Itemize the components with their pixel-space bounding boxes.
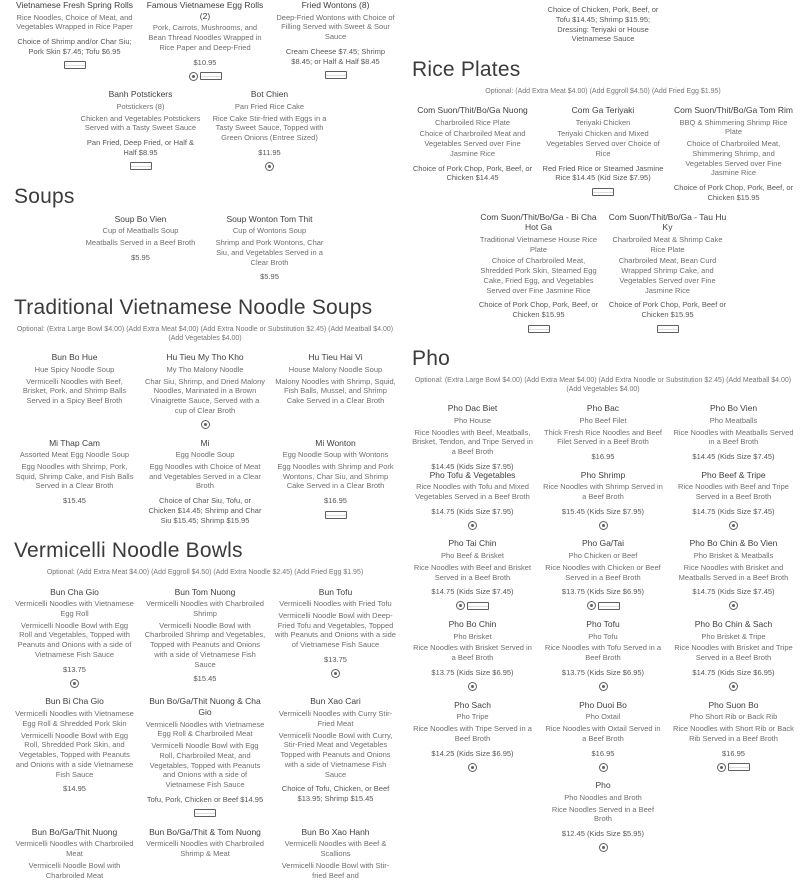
item-description: Meatballs Served in a Beef Broth [85,238,196,247]
item-subtitle: Pho Beef Filet [579,415,627,425]
menu-item-bun-bo-hue [14,352,135,428]
item-name: Bot Chien [250,89,289,100]
menu-row [412,538,794,610]
item-price: Choice of Chicken, Pork, Beef, or Tofu $14.45; Shrimp $15.95; Dressing: Teriyaki or House Vietnamese Sauce [547,5,659,44]
menu-item-hu-tieu-hai-vi [275,352,396,428]
item-badges [543,682,664,691]
menu-row [412,0,794,44]
item-name: Bun Bo/Ga/Thit & Tom Nuong [149,826,261,837]
item-price: $14.75 (Kids Size $7.45) [692,506,775,516]
item-price: $15.45 [193,674,217,684]
item-subtitle: Vermicelli Noodles with Vietnamese Egg Roll & Charbroiled Meat [145,719,265,739]
menu-item-soup-bo-vien [80,214,201,282]
item-name: Pho Sach [454,699,491,710]
dietary-badge-icon[interactable] [729,521,738,530]
dietary-badge-icon[interactable] [599,682,608,691]
menu-item-pho-tofu-vegetables [412,470,533,530]
section-optional-note: Optional: (Extra Large Bowl $4.00) (Add Extra Meat $4.00) (Add Extra Noodle or Substitution $2.45) (Add Meatball $4.00) (Add Vegetables $4.00) [16,326,394,343]
item-price: $13.75 [63,664,86,674]
item-subtitle: Teriyaki Chicken [575,117,631,127]
menu-note-icon[interactable] [325,71,347,79]
item-subtitle: Pho Noodles and Broth [564,792,642,802]
item-subtitle: Vermicelli Noodles with Vietnamese Egg Roll [15,599,134,618]
item-description: Deep-Fried Wontons with Choice of Filling Served with Sweet & Sour Sauce [276,12,395,42]
item-name: Pho Bac [586,403,620,414]
item-name: Com Ga Teriyaki [571,105,635,116]
menu-item-bun-bo-xao-hanh [275,827,396,880]
item-name: Com Suon/Thit/Bo/Ga Nuong [417,105,528,116]
item-name: Pho Bo Chin & Sach [694,619,773,630]
dietary-badge-icon[interactable] [201,420,210,429]
item-price: Cream Cheese $7.45; Shrimp $8.45; or Half & Half $8.45 [285,46,386,66]
item-badges [543,762,664,771]
dietary-badge-icon[interactable] [587,601,596,610]
item-price: Choice of Pork Chop, Pork, Beef, or Chicken $14.45 [412,163,533,183]
item-price: Red Fried Rice or Steamed Jasmine Rice $14.45 (Kid Size $7.95) [542,163,664,183]
item-description: Rice Noodles with Chicken or Beef Served in a Beef Broth [545,562,661,582]
dietary-badge-icon[interactable] [599,521,608,530]
item-subtitle: Egg Noodle Soup [175,450,235,460]
item-subtitle: Traditional Vietnamese House Rice Plate [479,234,598,254]
item-description: Rice Noodles with Tofu Served in a Beef Broth [544,643,662,663]
left-column [14,0,396,880]
menu-note-icon[interactable] [467,602,489,610]
dietary-badge-icon[interactable] [468,521,477,530]
menu-item-pho-beef-tripe [673,470,794,530]
item-price: Choice of Pork Chop, Pork, Beef, or Chicken $15.95 [478,300,599,320]
item-subtitle: Pho Short Rib or Back Rib [689,712,778,722]
item-description: Rice Noodles with Meatballs Served in a Beef Broth [673,427,794,447]
menu-row [412,780,794,852]
item-description: Rice Noodles with Tripe Served in a Beef Broth [413,724,532,743]
dietary-badge-icon[interactable] [717,763,726,772]
item-name: Fried Wontons (8) [301,0,370,10]
menu-item-pho-bo-vien [673,403,794,471]
item-name: Pho Suon Bo [708,699,759,710]
item-name: Pho Beef & Tripe [701,469,766,480]
menu-note-icon[interactable] [194,809,216,817]
menu-item-pho-shrimp [543,470,664,530]
item-badges [543,187,664,196]
item-subtitle: Vermicelli Noodles with Vietnamese Egg Roll & Shredded Pork Skin [15,709,134,728]
dietary-badge-icon[interactable] [599,763,608,772]
item-name: Pho Shrimp [580,469,626,480]
item-price: $16.95 [722,748,745,758]
item-badges [80,162,201,171]
item-name: Bun Bo/Ga/Thit Nuong & Cha Gio [149,696,261,718]
item-description: Vermicelli Noodle Bowl with Deep-Fried Tofu and Vegetables, Topped with Peanuts and Onions with a side of Vietnamese Fish Sauce [275,610,396,650]
item-name: Bun Xao Cari [310,696,361,707]
item-badges [275,669,396,678]
menu-item-untitled [543,0,664,44]
menu-row [412,212,794,333]
item-badges [673,682,794,691]
item-name: Vietnamese Fresh Spring Rolls [15,0,133,10]
item-description: Charbroiled Meat, Bean Curd Wrapped Shrimp Cake, and Vegetables Served over Fine Jasmine Rice [618,256,717,295]
item-price: $13.75 (Kids Size $6.95) [561,587,645,597]
menu-item-pho-bac [543,403,664,471]
item-description: Vermicelli Noodles with Beef, Brisket, Pork, and Shrimp Balls Served in a Spicy Beef Broth [22,376,127,406]
item-badges [412,762,533,771]
dietary-badge-icon[interactable] [189,72,198,81]
item-subtitle: House Malony Noodle Soup [288,364,383,374]
item-description: Chicken and Vegetables Potstickers Served with a Tasty Sweet Sauce [80,113,201,133]
item-subtitle: Vermicelli Noodles with Fried Tofu [279,599,392,609]
item-price: $10.95 [193,57,217,67]
item-description: Choice of Charbroiled Meat and Vegetables Served over Fine Jasmine Rice [419,129,526,158]
menu-row [14,438,396,526]
menu-note-icon[interactable] [728,763,750,771]
dietary-badge-icon[interactable] [70,679,79,688]
item-subtitle: Vermicelli Noodles with Charbroiled Shrimp & Meat [146,839,264,859]
item-price: $5.95 [131,252,150,262]
item-subtitle: Egg Noodle Soup with Wontons [282,450,389,460]
dietary-badge-icon[interactable] [599,843,608,852]
menu-note-icon[interactable] [598,602,620,610]
item-description: Rice Noodles with Brisket and Meatballs Served in a Beef Broth [678,562,789,582]
item-subtitle: Pho Brisket [453,631,492,641]
item-subtitle: Pan Fried Rice Cake [234,101,305,111]
dietary-badge-icon[interactable] [729,682,738,691]
item-badges [275,70,396,79]
item-price: $12.45 (Kids Size $5.95) [561,829,645,839]
menu-item-vietnamese-fresh-spring-rolls [14,0,135,80]
item-name: Bun Bo/Ga/Thit Nuong [31,826,118,837]
item-description: Vermicelli Noodle Bowl with Curry, Stir-Fried Meat and Vegetables Topped with Peanuts and Onions with a side of Vietnamese Fish Sauce [278,730,393,779]
item-description: Rice Noodles with Beef, Meatballs, Brisket, Tendon, and Tripe Served in a Beef Broth [412,427,533,457]
item-badges [412,601,533,610]
item-name: Com Suon/Thit/Bo/Ga - Tau Hu Ky [608,211,727,233]
item-description: Char Siu, Shrimp, and Dried Malony Noodles, Marinated in a Brown Vinaigrette Sauce, Served with a cup of Clear Broth [144,376,266,415]
menu-item-pho-tai-chin [412,538,533,610]
menu-row [412,470,794,530]
menu-row [14,352,396,428]
item-badges [478,324,599,333]
menu-item-bun-bo-ga-thit-nuong [14,827,135,880]
item-price: $14.75 (Kids Size $7.45) [692,587,775,597]
menu-item-fried-wontons-8 [275,0,396,80]
menu-row [14,89,396,170]
menu-item-com-suon-thit-bo-ga-bi-cha-hot-ga [478,212,599,333]
item-name: Famous Vietnamese Egg Rolls (2) [146,0,264,21]
item-name: Bun Tofu [318,586,353,597]
item-price: Pan Fried, Deep Fried, or Half & Half $8.95 [86,138,195,157]
menu-row [412,105,794,203]
item-subtitle: Pho House [453,415,492,425]
item-badges [14,678,135,687]
item-price: $13.75 (Kids Size $6.95) [431,667,514,677]
item-name: Pho Duoi Bo [579,699,627,710]
item-subtitle: Vermicelli Noodles with Charbroiled Shrimp [146,599,264,618]
item-price: $14.75 (Kids Size $7.95) [431,506,514,516]
menu-item-bun-bi-cha-gio [14,696,135,817]
menu-item-com-ga-teriyaki [543,105,664,203]
item-badges [14,61,135,70]
item-description: Rice Noodles with Brisket and Tripe Served in a Beef Broth [674,643,793,663]
menu-row [412,403,794,471]
item-name: Pho Tofu & Vegetables [429,469,516,480]
item-name: Pho Tai Chin [448,538,497,549]
item-price: $14.45 (Kids Size $7.45) [692,452,775,462]
menu-item-pho-bo-chin-sach [673,619,794,691]
menu-row [14,827,396,880]
item-name: Mi [200,437,210,448]
item-name: Hu Tieu Hai Vi [308,352,363,363]
item-name: Bun Bi Cha Gio [45,696,104,707]
item-description: Rice Noodles Served in a Beef Broth [551,804,655,824]
menu-note-icon[interactable] [325,511,347,519]
menu-item-bun-tofu [275,587,396,688]
menu-item-pho-duoi-bo [543,700,664,772]
item-subtitle: Pho Brisket & Meatballs [693,551,774,561]
item-description: Rice Noodles with Beef and Brisket Served in a Beef Broth [413,562,532,582]
item-description: Vermicelli Noodle Bowl with Egg Roll, Shredded Pork Skin, and Vegetables, Topped with Peanuts and Onions with a side Vietnamese Fish Sauce [15,730,134,779]
item-description: Egg Noodles with Shrimp and Pork Wontons, Char Siu, and Shrimp Cake Served in a Clear Broth [277,461,394,491]
item-price: $14.25 (Kids Size $6.95) [431,748,514,758]
item-badges [673,601,794,610]
menu-item-com-suon-thit-bo-ga-tau-hu-ky [607,212,728,333]
menu-item-pho-bo-chin [412,619,533,691]
item-badges [145,809,266,818]
item-price: $14.45 (Kids Size $7.95) [431,461,514,471]
menu-item-famous-vietnamese-egg-rolls-2 [145,0,266,80]
item-description: Malony Noodles with Shrimp, Squid, Fish Balls, Mussel, and Shrimp Cake Served in a Clear Broth [275,376,396,406]
item-name: Com Suon/Thit/Bo/Ga - Bi Cha Hot Ga [480,211,597,233]
item-subtitle: Cup of Wontons Soup [232,226,307,236]
item-price: $11.95 [258,147,281,157]
item-name: Mi Thap Cam [49,437,100,448]
item-description: Rice Cake Stir-fried with Eggs in a Tasty Sweet Sauce, Topped with Green Onions (Entree Sized) [212,113,327,143]
menu-item-bot-chien [209,89,330,170]
item-subtitle: Assorted Meat Egg Noodle Soup [19,450,130,460]
item-description: Rice Noodles with Beef and Tripe Served in a Beef Broth [678,482,789,501]
item-subtitle: Pho Beef & Brisket [441,551,504,561]
item-description: Vermicelli Noodle Bowl with Egg Roll, Charbroiled Meat, and Vegetables, Topped with Peanuts and Onions with a side of Vietnamese Fish Sauce [149,741,261,790]
item-name: Soup Bo Vien [114,213,167,224]
menu-row [14,214,396,282]
menu-item-bun-cha-gio [14,587,135,688]
item-subtitle: Pho Tofu [588,631,618,641]
menu-item-bun-xao-cari [275,696,396,817]
item-badges [543,601,664,610]
item-description: Vermicelli Noodle Bowl with Egg Roll and Vegetables, Topped with Peanuts and Onions with a side of Vietnamese Fish Sauce [17,620,132,659]
menu-item-pho-ga-tai [543,538,664,610]
menu-item-bun-bo-ga-thit-nuong-cha-gio [145,696,266,817]
menu-item-pho-tofu [543,619,664,691]
menu-item-soup-wonton-tom-thit [209,214,330,282]
menu-row [14,696,396,817]
item-price: $13.75 [324,654,347,664]
item-price: Choice of Shrimp and/or Char Siu; Pork Skin $7.45; Tofu $6.95 [17,37,132,56]
section-untitled [412,0,794,44]
item-price: $15.45 [63,496,86,506]
item-subtitle: Vermicelli Noodles with Charbroiled Meat [15,839,134,859]
section-traditional-vietnamese-noodle-soups [14,296,396,525]
menu-item-mi-thap-cam [14,438,135,526]
item-description: Vermicelli Noodle Bowl with Charbroiled Shrimp and Vegetables, Topped with Peanuts and Onions with a side of Vietnamese Fish Sauce [144,620,266,669]
item-badges [145,420,266,429]
item-price: Choice of Pork Chop, Pork, Beef, or Chicken $15.95 [673,183,794,202]
menu-row [412,619,794,691]
item-description: Choice of Charbroiled Meat, Shredded Pork Skin, Steamed Egg Cake, Fried Egg, and Vegetables Served over Fine Jasmine Rice [480,256,597,295]
item-description: Rice Noodles with Shrimp Served in a Beef Broth [543,482,663,501]
item-price: $5.95 [260,272,279,282]
section-pho [412,347,794,852]
item-name: Pho Bo Vien [709,403,758,414]
menu-item-pho [543,780,664,852]
section-title-soups: Soups [14,184,75,208]
dietary-badge-icon[interactable] [468,682,477,691]
item-name: Bun Bo Xao Hanh [301,826,370,837]
item-name: Com Suon/Thit/Bo/Ga Tom Rim [674,105,793,116]
menu-note-icon[interactable] [528,325,550,333]
item-subtitle: BBQ & Shimmering Shrimp Rice Plate [679,117,788,137]
item-price: Choice of Tofu, Chicken, or Beef $13.95; Shrimp $15.45 [281,784,390,804]
item-description: Vermicelli Noodle Bowl with Charbroiled Meat [28,860,121,880]
menu-item-pho-bo-chin-bo-vien [673,538,794,610]
dietary-badge-icon[interactable] [456,601,465,610]
item-subtitle: Vermicelli Noodles with Curry Stir-Fried Meat [278,709,393,728]
dietary-badge-icon[interactable] [468,763,477,772]
menu-item-hu-tieu-my-tho-kho [145,352,266,428]
item-price: Tofu, Pork, Chicken or Beef $14.95 [146,794,264,804]
menu-item-bun-bo-ga-thit-tom-nuong [145,827,266,880]
item-name: Hu Tieu My Tho Kho [166,352,244,363]
section-optional-note: Optional: (Add Extra Meat $4.00) (Add Eggroll $4.50) (Add Extra Noodle $2.45) (Add Fried Egg $1.95) [46,569,364,577]
menu-item-com-suon-thit-bo-ga-tom-rim [673,105,794,203]
menu-item-com-suon-thit-bo-ga-nuong [412,105,533,203]
dietary-badge-icon[interactable] [729,601,738,610]
menu-row [14,587,396,688]
item-price: $16.95 [591,748,615,758]
item-description: Choice of Charbroiled Meat, Shimmering Shrimp, and Vegetables Served over Fine Jasmine Rice [685,139,782,178]
item-price: $16.95 [324,496,347,506]
item-badges [412,682,533,691]
menu-note-icon[interactable] [130,162,152,170]
section-rice-plates [412,58,794,333]
menu-item-mi-wonton [275,438,396,526]
section-title-rice-plates: Rice Plates [412,58,521,81]
section-optional-note: Optional: (Add Extra Meat $4.00) (Add Eggroll $4.50) (Add Fried Egg $1.95) [485,88,721,95]
item-name: Pho Ga/Tai [581,538,625,549]
menu-item-pho-suon-bo [673,700,794,772]
menu-row [14,0,396,80]
item-description: Pork, Carrots, Mushrooms, and Bean Thread Noodles Wrapped in Rice Paper and Deep-Fried [148,23,262,52]
menu-note-icon[interactable] [200,72,222,80]
item-subtitle: Pho Oxtail [585,712,621,722]
section-title-traditional-vietnamese-noodle-soups: Traditional Vietnamese Noodle Soups [14,296,373,319]
item-badges [673,520,794,529]
item-price: $16.95 [591,452,615,462]
item-name: Banh Potstickers [108,89,173,100]
item-subtitle: Pho Tripe [456,712,489,722]
menu-note-icon[interactable] [657,325,679,333]
section-title-pho: Pho [412,346,450,370]
menu-note-icon[interactable] [592,188,614,196]
item-description: Vermicelli Noodle Bowl with Stir-fried Beef and [281,860,390,880]
item-description: Rice Noodles with Brisket Served in a Beef Broth [413,643,532,663]
item-name: Bun Bo Hue [51,352,98,363]
item-badges [607,324,728,333]
menu-item-mi [145,438,266,526]
item-description: Shrimp and Pork Wontons, Char Siu, and Vegetables Served in a Clear Broth [215,238,324,267]
section-soups [14,185,396,282]
menu-item-pho-dac-biet [412,403,533,471]
section-untitled [14,0,396,171]
item-name: Pho Bo Chin [448,619,497,630]
item-badges [145,71,266,80]
item-subtitle: Charbroiled Meat & Shrimp Cake Rice Plate [612,234,723,254]
item-badges [543,520,664,529]
item-description: Rice Noodles with Oxtail Served in a Beef Broth [545,724,661,743]
menu-item-banh-potstickers [80,89,201,170]
menu-row [412,700,794,772]
item-price: $13.75 (Kids Size $6.95) [561,667,645,677]
item-name: Soup Wonton Tom Thit [226,213,313,224]
item-name: Pho Dac Biet [447,403,498,414]
item-description: Thick Fresh Rice Noodles and Beef Filet Served in a Beef Broth [544,427,662,447]
item-price: $15.45 (Kids Size $7.95) [561,506,645,516]
item-badges [275,510,396,519]
item-description: Rice Noodles, Choice of Meat, and Vegetables Wrapped in Rice Paper [16,12,133,32]
item-price: Choice of Char Siu, Tofu, or Chicken $14.45; Shrimp and Char Siu $15.45; Shrimp $15.95 [148,496,262,525]
item-description: Teriyaki Chicken and Mixed Vegetables Served over Choice of Rice [546,129,660,158]
item-subtitle: Pho Chicken or Beef [568,551,638,561]
item-description: Egg Noodles with Shrimp, Pork, Squid, Shrimp Cake, and Fish Balls Served in a Clear Broth [15,461,134,491]
item-badges [209,162,330,171]
item-subtitle: Potstickers (8) [116,101,165,111]
section-optional-note: Optional: (Extra Large Bowl $4.00) (Add Extra Meat $4.00) (Add Extra Noodle or Substitution $2.45) (Add Meatball $4.00) (Add Vegetables $4.00) [414,376,792,394]
item-subtitle: Hue Spicy Noodle Soup [34,364,115,374]
item-description: Egg Noodles with Choice of Meat and Vegetables Served in a Clear Broth [149,461,261,491]
item-name: Pho Tofu [586,619,620,630]
item-name: Pho [595,780,611,791]
item-subtitle: Vermicelli Noodles with Beef & Scallions [284,839,387,859]
item-name: Mi Wonton [315,437,356,448]
item-subtitle: Pho Meatballs [709,415,758,425]
item-subtitle: My Tho Malony Noodle [166,364,244,374]
item-price: $14.75 (Kids Size $6.95) [692,667,775,677]
item-badges [673,762,794,771]
item-name: Bun Tom Nuong [174,586,236,597]
menu-item-bun-tom-nuong [145,587,266,688]
item-name: Bun Cha Gio [50,586,99,597]
menu-item-pho-sach [412,700,533,772]
menu-note-icon[interactable] [64,61,86,69]
item-badges [543,843,664,852]
right-column [412,0,794,839]
item-name: Pho Bo Chin & Bo Vien [689,538,778,549]
item-subtitle: Cup of Meatballs Soup [102,226,179,236]
item-price: $14.75 (Kids Size $7.45) [431,587,514,597]
item-subtitle: Pho Brisket & Tripe [701,631,766,641]
section-vermicelli-noodle-bowls [14,539,396,880]
dietary-badge-icon[interactable] [265,162,274,171]
item-price: $14.95 [63,784,86,794]
item-description: Rice Noodles with Short Rib or Back Rib Served in a Beef Broth [673,724,794,743]
item-price: Choice of Pork Chop, Pork, Beef or Chicken $15.95 [608,300,727,320]
item-badges [412,520,533,529]
item-subtitle: Charbroiled Rice Plate [434,117,511,127]
section-title-vermicelli-noodle-bowls: Vermicelli Noodle Bowls [14,539,243,563]
item-description: Rice Noodles with Tofu and Mixed Vegetables Served in a Beef Broth [415,482,530,501]
dietary-badge-icon[interactable] [331,669,340,678]
